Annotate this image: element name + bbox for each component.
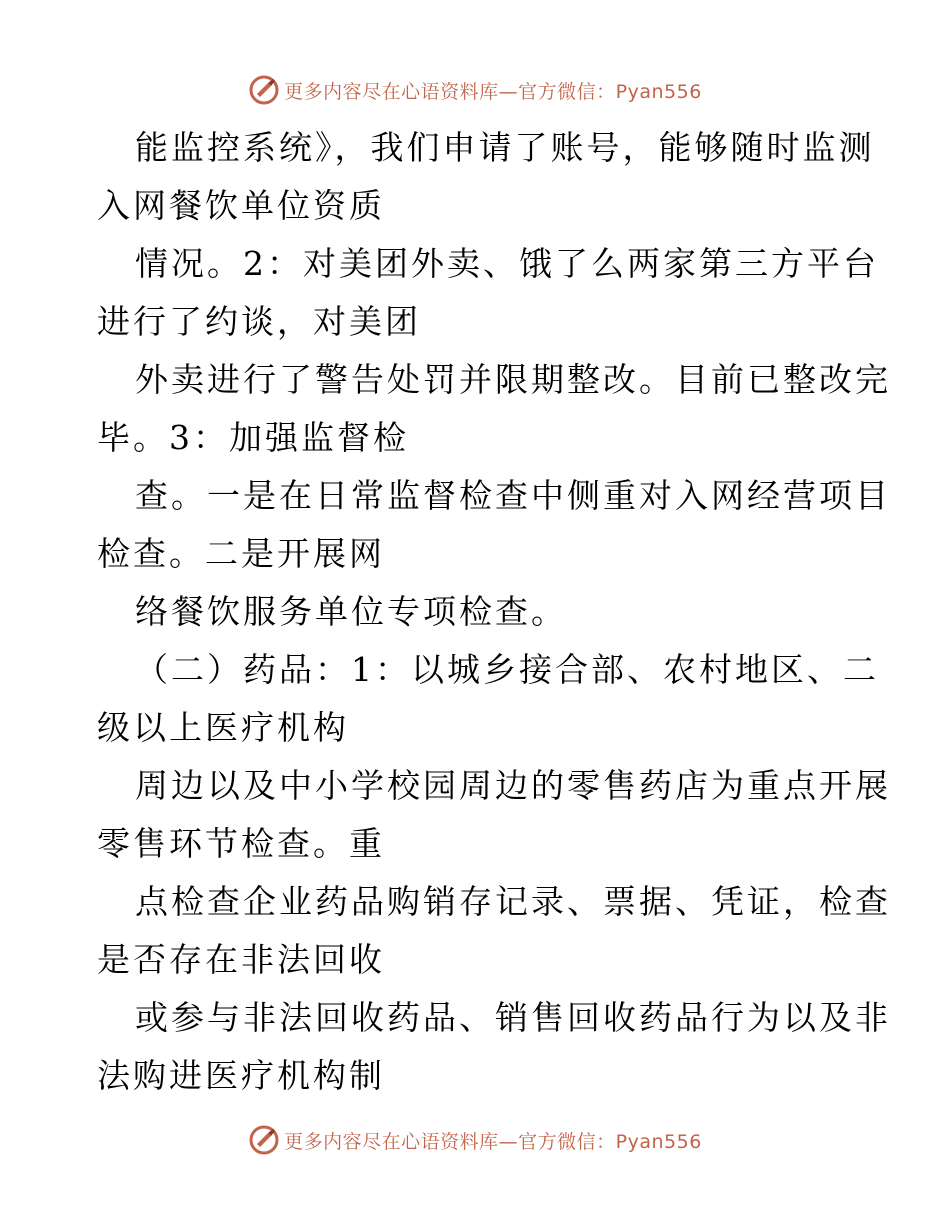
text-line: 法购进医疗机构制: [97, 1056, 385, 1095]
text-line: 点检查企业药品购销存记录、票据、凭证，检查: [135, 882, 891, 921]
footer-banner: [0, 1120, 950, 1160]
text-line: （二）药品：1：以城乡接合部、农村地区、二: [135, 650, 879, 689]
header-banner: [0, 70, 950, 110]
text-line: 毕。3：加强监督检: [97, 418, 409, 457]
text-line: 或参与非法回收药品、销售回收药品行为以及非: [135, 998, 891, 1037]
text-line: 周边以及中小学校园周边的零售药店为重点开展: [135, 766, 891, 805]
text-line: 情况。2：对美团外卖、饿了么两家第三方平台: [135, 244, 879, 283]
banner-text: 更多内容尽在心语资料库—官方微信：Pyan556: [284, 80, 702, 103]
text-line: 入网餐饮单位资质: [97, 186, 385, 225]
text-line: 检查。二是开展网: [97, 534, 385, 573]
banner-text: 更多内容尽在心语资料库—官方微信：Pyan556: [284, 1130, 702, 1153]
text-line: 外卖进行了警告处罚并限期整改。目前已整改完: [135, 360, 891, 399]
brand-logo-icon: [248, 74, 280, 106]
text-line: 进行了约谈，对美团: [97, 302, 421, 341]
text-line: 级以上医疗机构: [97, 708, 349, 747]
brand-logo-icon: [248, 1124, 280, 1156]
text-line: 是否存在非法回收: [97, 940, 385, 979]
text-line: 查。一是在日常监督检查中侧重对入网经营项目: [135, 476, 891, 515]
text-line: 能监控系统》，我们申请了账号，能够随时监测: [135, 128, 875, 167]
text-line: 零售环节检查。重: [97, 824, 385, 863]
text-line: 络餐饮服务单位专项检查。: [135, 592, 567, 631]
